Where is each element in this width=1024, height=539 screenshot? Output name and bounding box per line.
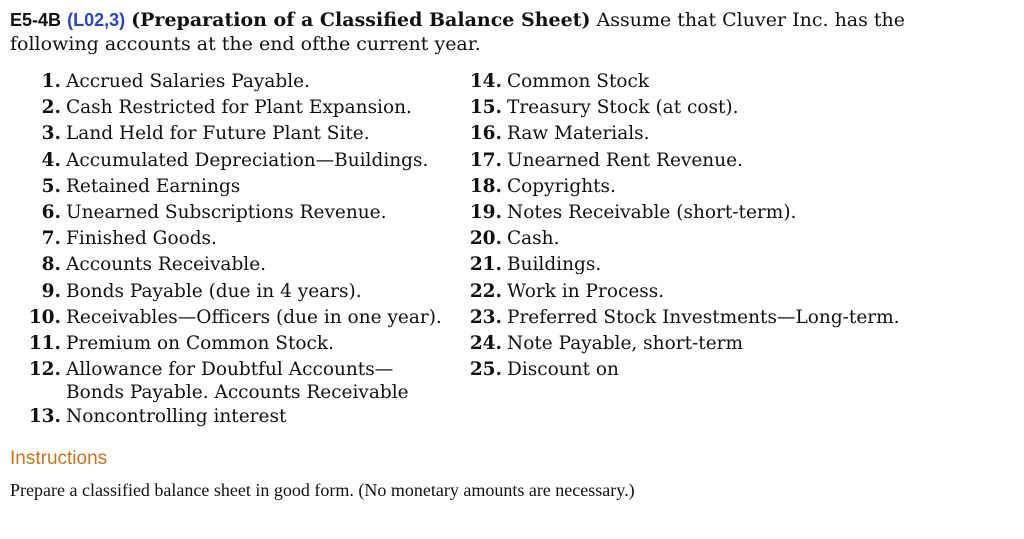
item-text: Unearned Subscriptions Revenue.: [66, 202, 387, 224]
list-item: [24, 279, 454, 305]
item-text: Noncontrolling interest: [66, 406, 287, 428]
list-item: [24, 357, 454, 404]
item-text: Retained Earnings: [66, 175, 241, 197]
accounts-list-right: [466, 69, 1016, 383]
list-item: [466, 331, 1016, 357]
item-text: Raw Materials.: [507, 123, 650, 145]
list-item: [24, 121, 454, 147]
item-text: Accumulated Depreciation—Buildings.: [66, 149, 429, 171]
item-number: 10.: [28, 306, 61, 328]
item-number: 14.: [469, 71, 502, 92]
item-text: Common Stock: [507, 71, 650, 92]
exercise-title: (Preparation of a Classified Balance Sheet): [131, 9, 591, 31]
list-item: [466, 95, 1016, 121]
item-number: 16.: [469, 123, 502, 145]
item-number: 13.: [28, 406, 61, 428]
item-number: 7.: [41, 228, 61, 250]
item-number: 4.: [41, 149, 61, 171]
list-item: [24, 174, 454, 200]
exercise-header: [10, 8, 1015, 56]
list-item: [466, 148, 1016, 174]
item-number: 3.: [41, 123, 61, 145]
item-number: 6.: [41, 202, 61, 224]
item-number: 19.: [469, 202, 502, 224]
list-item: [466, 357, 1016, 383]
item-number: 9.: [41, 280, 61, 302]
item-number: 1.: [41, 71, 61, 92]
item-text: Notes Receivable (short-term).: [507, 202, 797, 224]
item-text: Cash.: [507, 228, 560, 250]
item-text: Accrued Salaries Payable.: [66, 71, 310, 92]
exercise-number: E5-4B: [10, 10, 62, 30]
instructions-heading: Instructions: [10, 448, 108, 469]
list-item: [24, 404, 454, 430]
item-number: 8.: [41, 254, 61, 276]
item-number: 24.: [469, 333, 502, 355]
item-text: Treasury Stock (at cost).: [507, 97, 739, 119]
list-item: [466, 279, 1016, 305]
item-text: Preferred Stock Investments—Long-term.: [507, 306, 900, 328]
accounts-list-left: [24, 69, 454, 430]
list-item: [466, 174, 1016, 200]
instructions-text: Prepare a classified balance sheet in good form. (No monetary amounts are necessary.): [10, 480, 635, 500]
item-number: 12.: [28, 359, 61, 381]
item-text: Discount on: [507, 359, 619, 381]
item-number: 2.: [41, 97, 61, 119]
item-number: 21.: [469, 254, 502, 276]
item-text: Allowance for Doubtful Accounts— Bonds Payable. Accounts Receivable: [66, 359, 409, 404]
list-item: [466, 121, 1016, 147]
list-item: [24, 252, 454, 278]
learning-objectives-link[interactable]: (L02,3): [67, 10, 126, 30]
list-item: [24, 226, 454, 252]
list-item: [466, 69, 1016, 95]
item-text: Work in Process.: [507, 280, 665, 302]
list-item: [466, 252, 1016, 278]
list-item: [24, 95, 454, 121]
item-text: Copyrights.: [507, 175, 616, 197]
item-text: Bonds Payable (due in 4 years).: [66, 280, 362, 302]
item-number: 22.: [469, 280, 502, 302]
item-text: Unearned Rent Revenue.: [507, 149, 743, 171]
item-text: Receivables—Officers (due in one year).: [66, 306, 442, 328]
item-number: 23.: [469, 306, 502, 328]
item-number: 20.: [469, 228, 502, 250]
item-number: 17.: [469, 149, 502, 171]
list-item: [24, 148, 454, 174]
item-text: Note Payable, short-term: [507, 333, 744, 355]
item-number: 18.: [469, 175, 502, 197]
item-number: 11.: [28, 333, 61, 355]
list-item: [24, 69, 454, 95]
list-item: [24, 200, 454, 226]
item-number: 15.: [469, 97, 502, 119]
list-item: [466, 200, 1016, 226]
item-text: Buildings.: [507, 254, 602, 276]
item-text: Finished Goods.: [66, 228, 217, 250]
item-text: Accounts Receivable.: [66, 254, 267, 276]
exercise-intro-line2: following accounts at the end ofthe current year.: [10, 33, 481, 55]
list-item: [24, 305, 454, 331]
item-text: Land Held for Future Plant Site.: [66, 123, 370, 145]
list-item: [466, 226, 1016, 252]
exercise-intro-line1: Assume that Cluver Inc. has the: [596, 9, 906, 31]
item-number: 25.: [469, 359, 502, 381]
list-item: [24, 331, 454, 357]
item-number: 5.: [41, 175, 61, 197]
list-item: [466, 305, 1016, 331]
item-text: Cash Restricted for Plant Expansion.: [66, 97, 412, 119]
item-text: Premium on Common Stock.: [66, 333, 334, 355]
